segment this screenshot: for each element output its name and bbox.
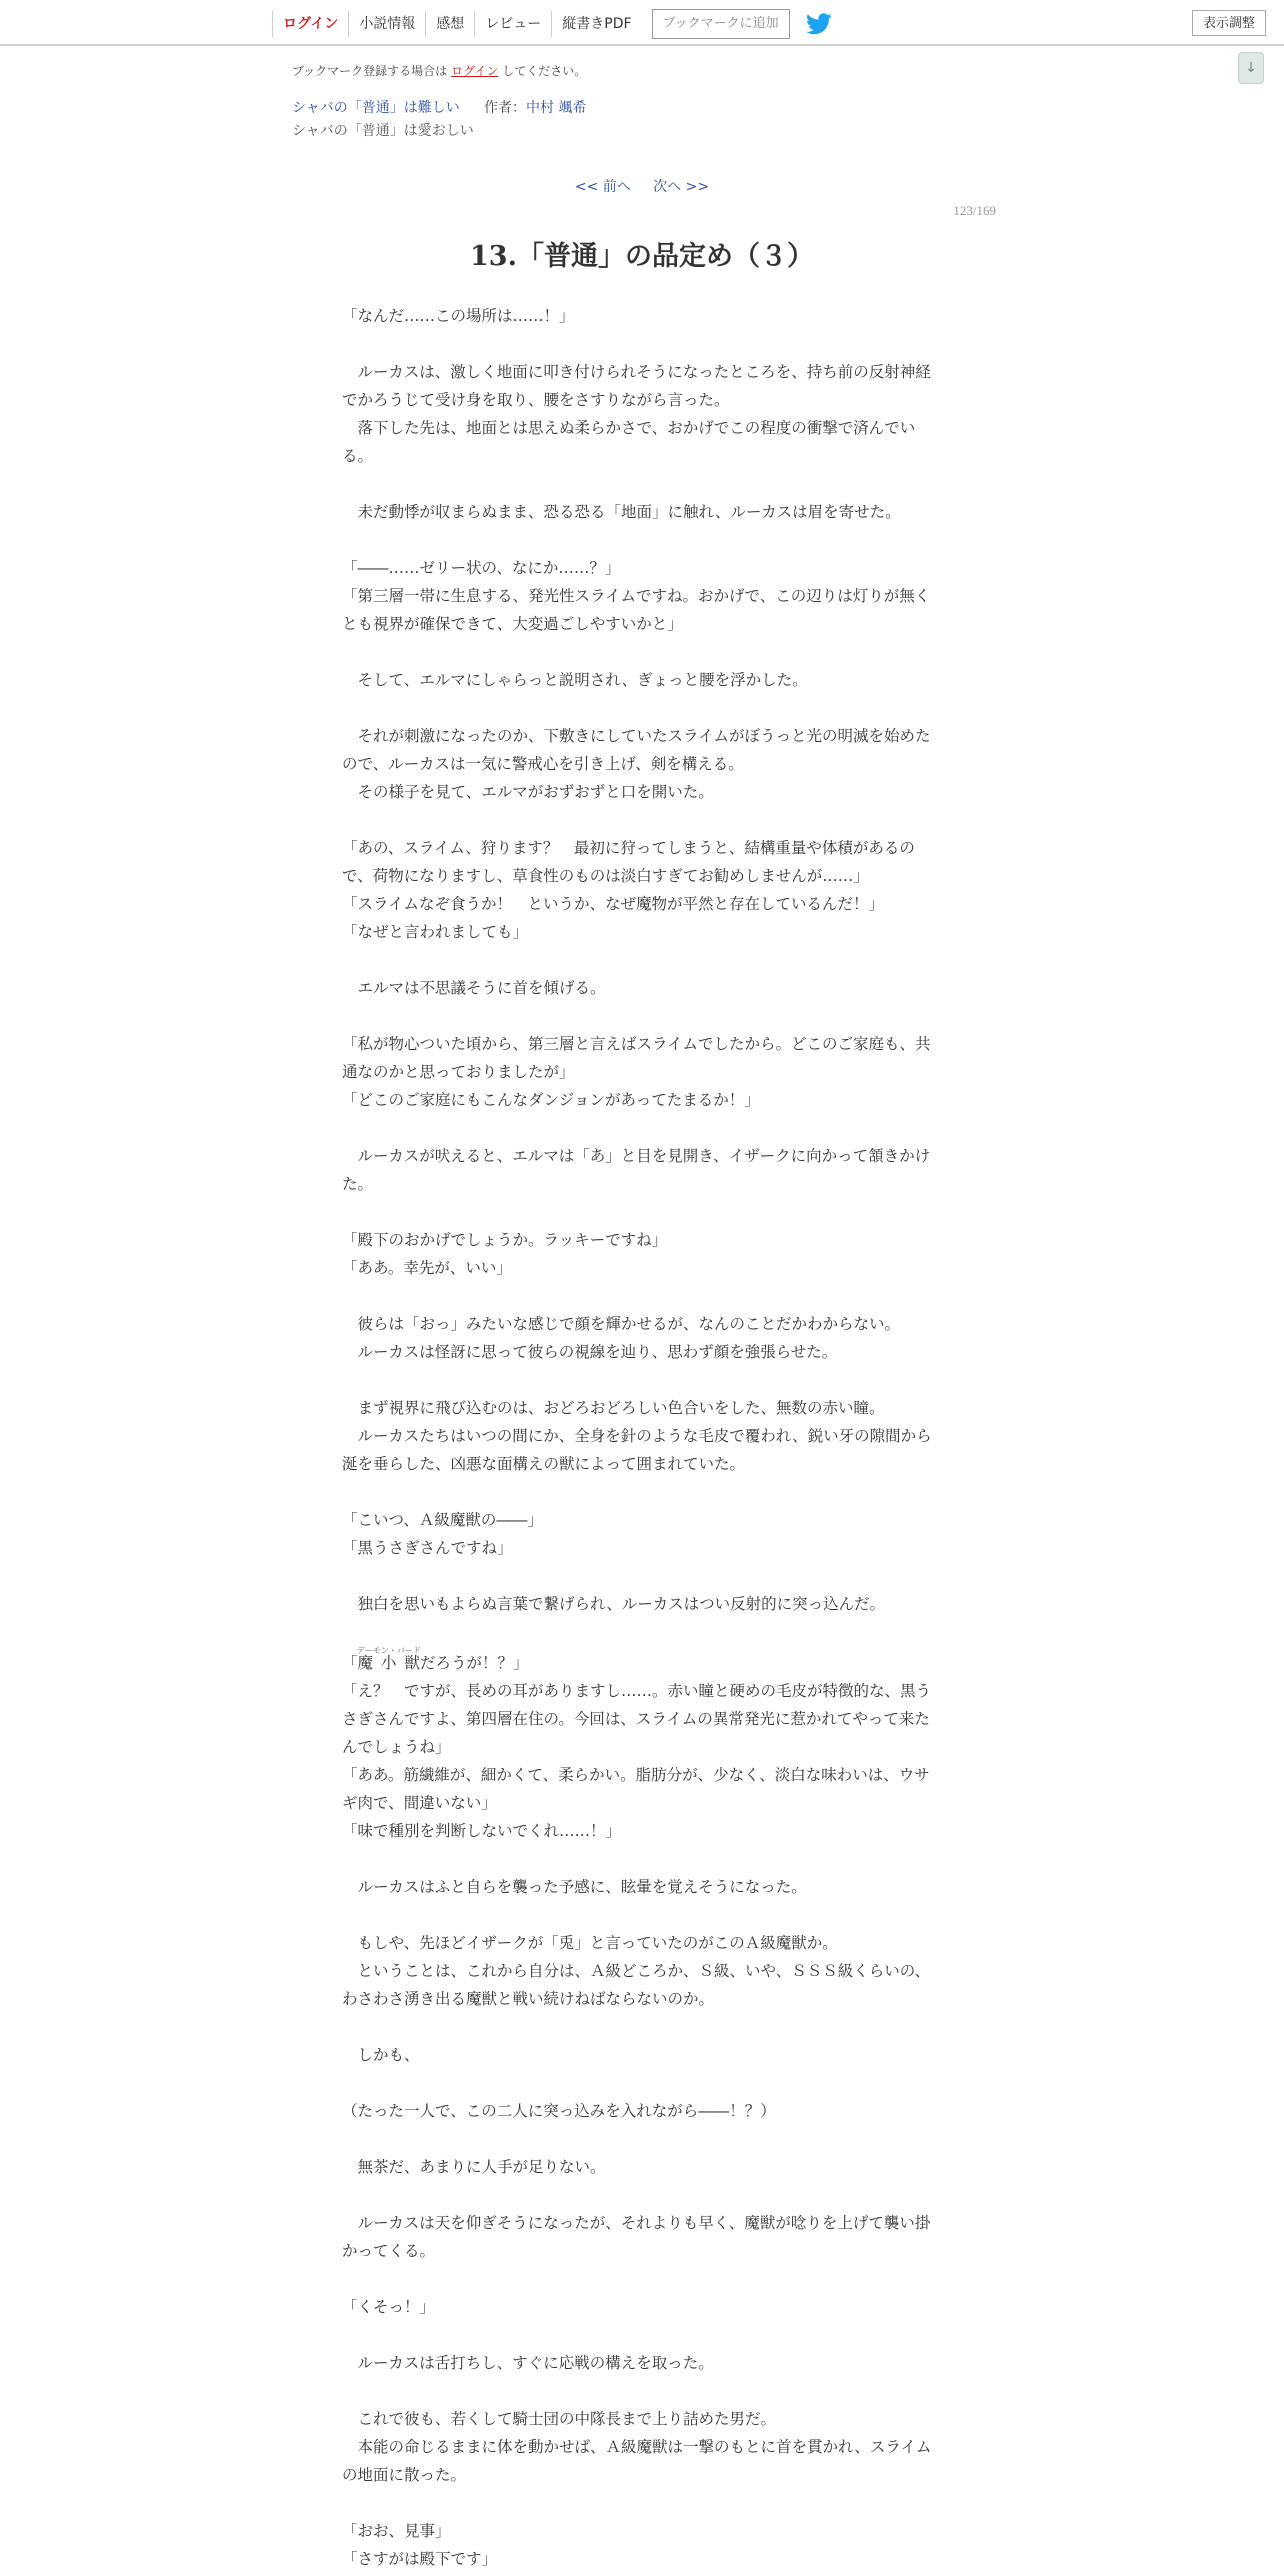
novel-paragraph: ルーカスたちはいつの間にか、全身を針のような毛皮で覆われ、鋭い牙の隙間から涎を垂らした、凶悪な面構えの獣によって囲まれていた。: [342, 1427, 932, 1473]
add-bookmark-button[interactable]: ブックマークに追加: [652, 9, 790, 39]
arrow-down-icon: ↓: [1245, 60, 1257, 76]
author-link[interactable]: 中村 颯希: [526, 100, 587, 116]
novel-paragraph: [342, 2377, 942, 2405]
novel-paragraph: 「スライムなぞ食うか！ というか、なぜ魔物が平然と存在しているんだ！」: [342, 895, 885, 913]
notice-login-link[interactable]: ログイン: [451, 64, 499, 78]
novel-paragraph: [342, 2321, 942, 2349]
novel-paragraph: 「私が物心ついた頃から、第三層と言えばスライムでしたから。どこのご家庭も、共通なのかと思っておりましたが」: [342, 1035, 931, 1081]
novel-paragraph: ルーカスはふと自らを襲った予感に、眩暈を覚えそうになった。: [342, 1878, 807, 1896]
nav-novel-info-link[interactable]: 小説情報: [348, 11, 425, 37]
novel-paragraph: 「――……ゼリー状の、なにか……？」: [342, 559, 621, 577]
novel-paragraph: [342, 2125, 942, 2153]
ruby-line-rest: だろうが！？」: [420, 1654, 529, 1672]
novel-paragraph: 「え？ ですが、長めの耳がありますし……。赤い瞳と硬めの毛皮が特徴的な、黒うさぎさんですよ、第四層在住の。今回は、スライムの異常発光に惹かれてやって来たんでしょうね」: [342, 1682, 932, 1756]
series-title-link[interactable]: シャバの「普通」は難しい: [292, 100, 460, 116]
novel-paragraph: ルーカスは天を仰ぎそうになったが、それよりも早く、魔獣が唸りを上げて襲い掛かってくる。: [342, 2214, 931, 2260]
novel-paragraph: 彼らは「おっ」みたいな感じで顔を輝かせるが、なんのことだかわからない。: [342, 1315, 901, 1333]
novel-paragraph: 未だ動悸が収まらぬまま、恐る恐る「地面」に触れ、ルーカスは眉を寄せた。: [342, 503, 901, 521]
novel-paragraph: 独白を思いもよらぬ言葉で繋げられ、ルーカスはつい反射的に突っ込んだ。: [342, 1595, 886, 1613]
novel-paragraph: 落下した先は、地面とは思えぬ柔らかさで、おかげでこの程度の衝撃で済んでいる。: [342, 419, 916, 465]
novel-paragraph: 「味で種別を判断しないでくれ……！」: [342, 1822, 622, 1840]
novel-paragraph: 「こいつ、Ａ級魔獣の――」: [342, 1511, 543, 1529]
notice-prefix: ブックマーク登録する場合は: [292, 64, 448, 78]
novel-paragraph: [342, 2013, 942, 2041]
novel-paragraph: ルーカスが吠えると、エルマは「あ」と目を見開き、イザークに向かって頷きかけた。: [342, 1147, 931, 1193]
prev-episode-link[interactable]: << 前へ: [574, 179, 631, 195]
novel-paragraph: 「おお、見事」: [342, 2522, 451, 2540]
novel-paragraph: ルーカスは舌打ちし、すぐに応戦の構えを取った。: [342, 2354, 714, 2372]
novel-paragraph: [342, 1618, 942, 1646]
novel-paragraph: 無茶だ、あまりに人手が足りない。: [342, 2158, 606, 2176]
novel-paragraph: [342, 1198, 942, 1226]
novel-paragraph: 「ああ。幸先が、いい」: [342, 1259, 512, 1277]
novel-paragraph: もしや、先ほどイザークが「兎」と言っていたのがこのＡ級魔獣か。: [342, 1934, 838, 1952]
chapter-title: 13.「普通」の品定め（３）: [470, 241, 814, 272]
novel-paragraph: 「ああ。筋繊維が、細かくて、柔らかい。脂肪分が、少なく、淡白な味わいは、ウサギ肉で、間違いない」: [342, 1766, 930, 1812]
twitter-bird-icon[interactable]: [806, 13, 832, 35]
novel-paragraph: 「さすがは殿下です」: [342, 2550, 498, 2568]
novel-paragraph: [342, 470, 942, 498]
novel-paragraph: [342, 1478, 942, 1506]
novel-paragraph: 「あの、スライム、狩ります？ 最初に狩ってしまうと、結構重量や体積があるので、荷物になりますし、草食性のものは淡白すぎてお勧めしませんが……」: [342, 839, 915, 885]
novel-paragraph: [342, 2489, 942, 2517]
nav-login-link[interactable]: ログイン: [272, 11, 348, 37]
novel-paragraph: [342, 1366, 942, 1394]
novel-paragraph: しかも、: [342, 2046, 420, 2064]
novel-paragraph: まず視界に飛び込むのは、おどろおどろしい色合いをした、無数の赤い瞳。: [342, 1399, 885, 1417]
episode-count: 123/169: [953, 203, 996, 218]
novel-paragraph: 「第三層一帯に生息する、発光性スライムですね。おかげで、この辺りは灯りが無くとも視界が確保できて、大変過ごしやすいかと」: [342, 587, 931, 633]
novel-paragraph: 本能の命じるままに体を動かせば、Ａ級魔獣は一撃のもとに首を貫かれ、スライムの地面に散った。: [342, 2438, 932, 2484]
author-info: [484, 97, 586, 117]
novel-body-part-1: [342, 302, 942, 1646]
novel-paragraph: [342, 946, 942, 974]
novel-paragraph: それが刺激になったのか、下敷きにしていたスライムがぼうっと光の明滅を始めたので、ルーカスは一気に警戒心を引き上げ、剣を構える。: [342, 727, 931, 773]
top-navigation-bar: [0, 0, 1284, 46]
novel-paragraph: [342, 694, 942, 722]
novel-paragraph: これで彼も、若くして騎士団の中隊長まで上り詰めた男だ。: [342, 2410, 777, 2428]
main-nav: [272, 8, 832, 40]
nav-impressions-link[interactable]: 感想: [425, 11, 474, 37]
nav-review-link[interactable]: レビュー: [474, 11, 551, 37]
novel-paragraph: [342, 1845, 942, 1873]
novel-paragraph: 「くそっ！」: [342, 2298, 436, 2316]
ruby-line-open: 「: [342, 1654, 358, 1672]
novel-paragraph: [342, 2181, 942, 2209]
novel-paragraph: そして、エルマにしゃらっと説明され、ぎょっと腰を浮かした。: [342, 671, 808, 689]
chapter-group-subtitle: シャバの「普通」は愛おしい: [292, 123, 474, 139]
novel-paragraph: エルマは不思議そうに首を傾げる。: [342, 979, 606, 997]
novel-paragraph: 「黒うさぎさんですね」: [342, 1539, 513, 1557]
novel-paragraph: ルーカスは怪訝に思って彼らの視線を辿り、思わず顔を強張らせた。: [342, 1343, 838, 1361]
ruby-reading: デーモン・バード: [356, 1646, 421, 1655]
display-settings-button[interactable]: 表示調整: [1192, 10, 1266, 36]
nav-vertical-pdf-link[interactable]: 縦書きPDF: [551, 11, 641, 37]
novel-paragraph: 「殿下のおかげでしょうか。ラッキーですね」: [342, 1231, 668, 1249]
novel-paragraph: 「なんだ……この場所は……！」: [342, 307, 575, 325]
ruby-base: 魔 小 獣: [356, 1654, 421, 1672]
author-label: 作者：: [484, 100, 526, 116]
novel-body: [342, 302, 942, 2573]
novel-paragraph: ルーカスは、激しく地面に叩き付けられそうになったところを、持ち前の反射神経でかろうじて受け身を取り、腰をさすりながら言った。: [342, 363, 931, 409]
novel-paragraph: その様子を見て、エルマがおずおずと口を開いた。: [342, 783, 714, 801]
novel-paragraph: [342, 2265, 942, 2293]
novel-paragraph: ということは、これから自分は、Ａ級どころか、Ｓ級、いや、ＳＳＳ級くらいの、わさわさ湧き出る魔獣と戦い続けねばならないのか。: [342, 1962, 931, 2008]
notice-suffix: してください。: [502, 64, 587, 78]
ruby-term: [356, 1646, 421, 1672]
next-episode-link[interactable]: 次へ >>: [653, 179, 710, 195]
novel-paragraph: [342, 330, 942, 358]
episode-pager: [0, 176, 1284, 196]
novel-paragraph: [342, 1114, 942, 1142]
novel-paragraph: [342, 1562, 942, 1590]
novel-body-part-2: [342, 1677, 942, 2573]
novel-paragraph: [342, 638, 942, 666]
bookmark-login-notice: [292, 62, 586, 79]
ruby-line: [342, 1646, 942, 1677]
novel-paragraph: [342, 1901, 942, 1929]
novel-paragraph: [342, 806, 942, 834]
novel-paragraph: [342, 1002, 942, 1030]
novel-paragraph: （たった一人で、この二人に突っ込みを入れながら――！？）: [342, 2102, 776, 2120]
novel-paragraph: 「なぜと言われましても」: [342, 923, 529, 941]
novel-paragraph: [342, 2069, 942, 2097]
novel-paragraph: [342, 1282, 942, 1310]
novel-paragraph: [342, 526, 942, 554]
scroll-down-button[interactable]: [1238, 52, 1264, 84]
novel-paragraph: 「どこのご家庭にもこんなダンジョンがあってたまるか！」: [342, 1091, 760, 1109]
